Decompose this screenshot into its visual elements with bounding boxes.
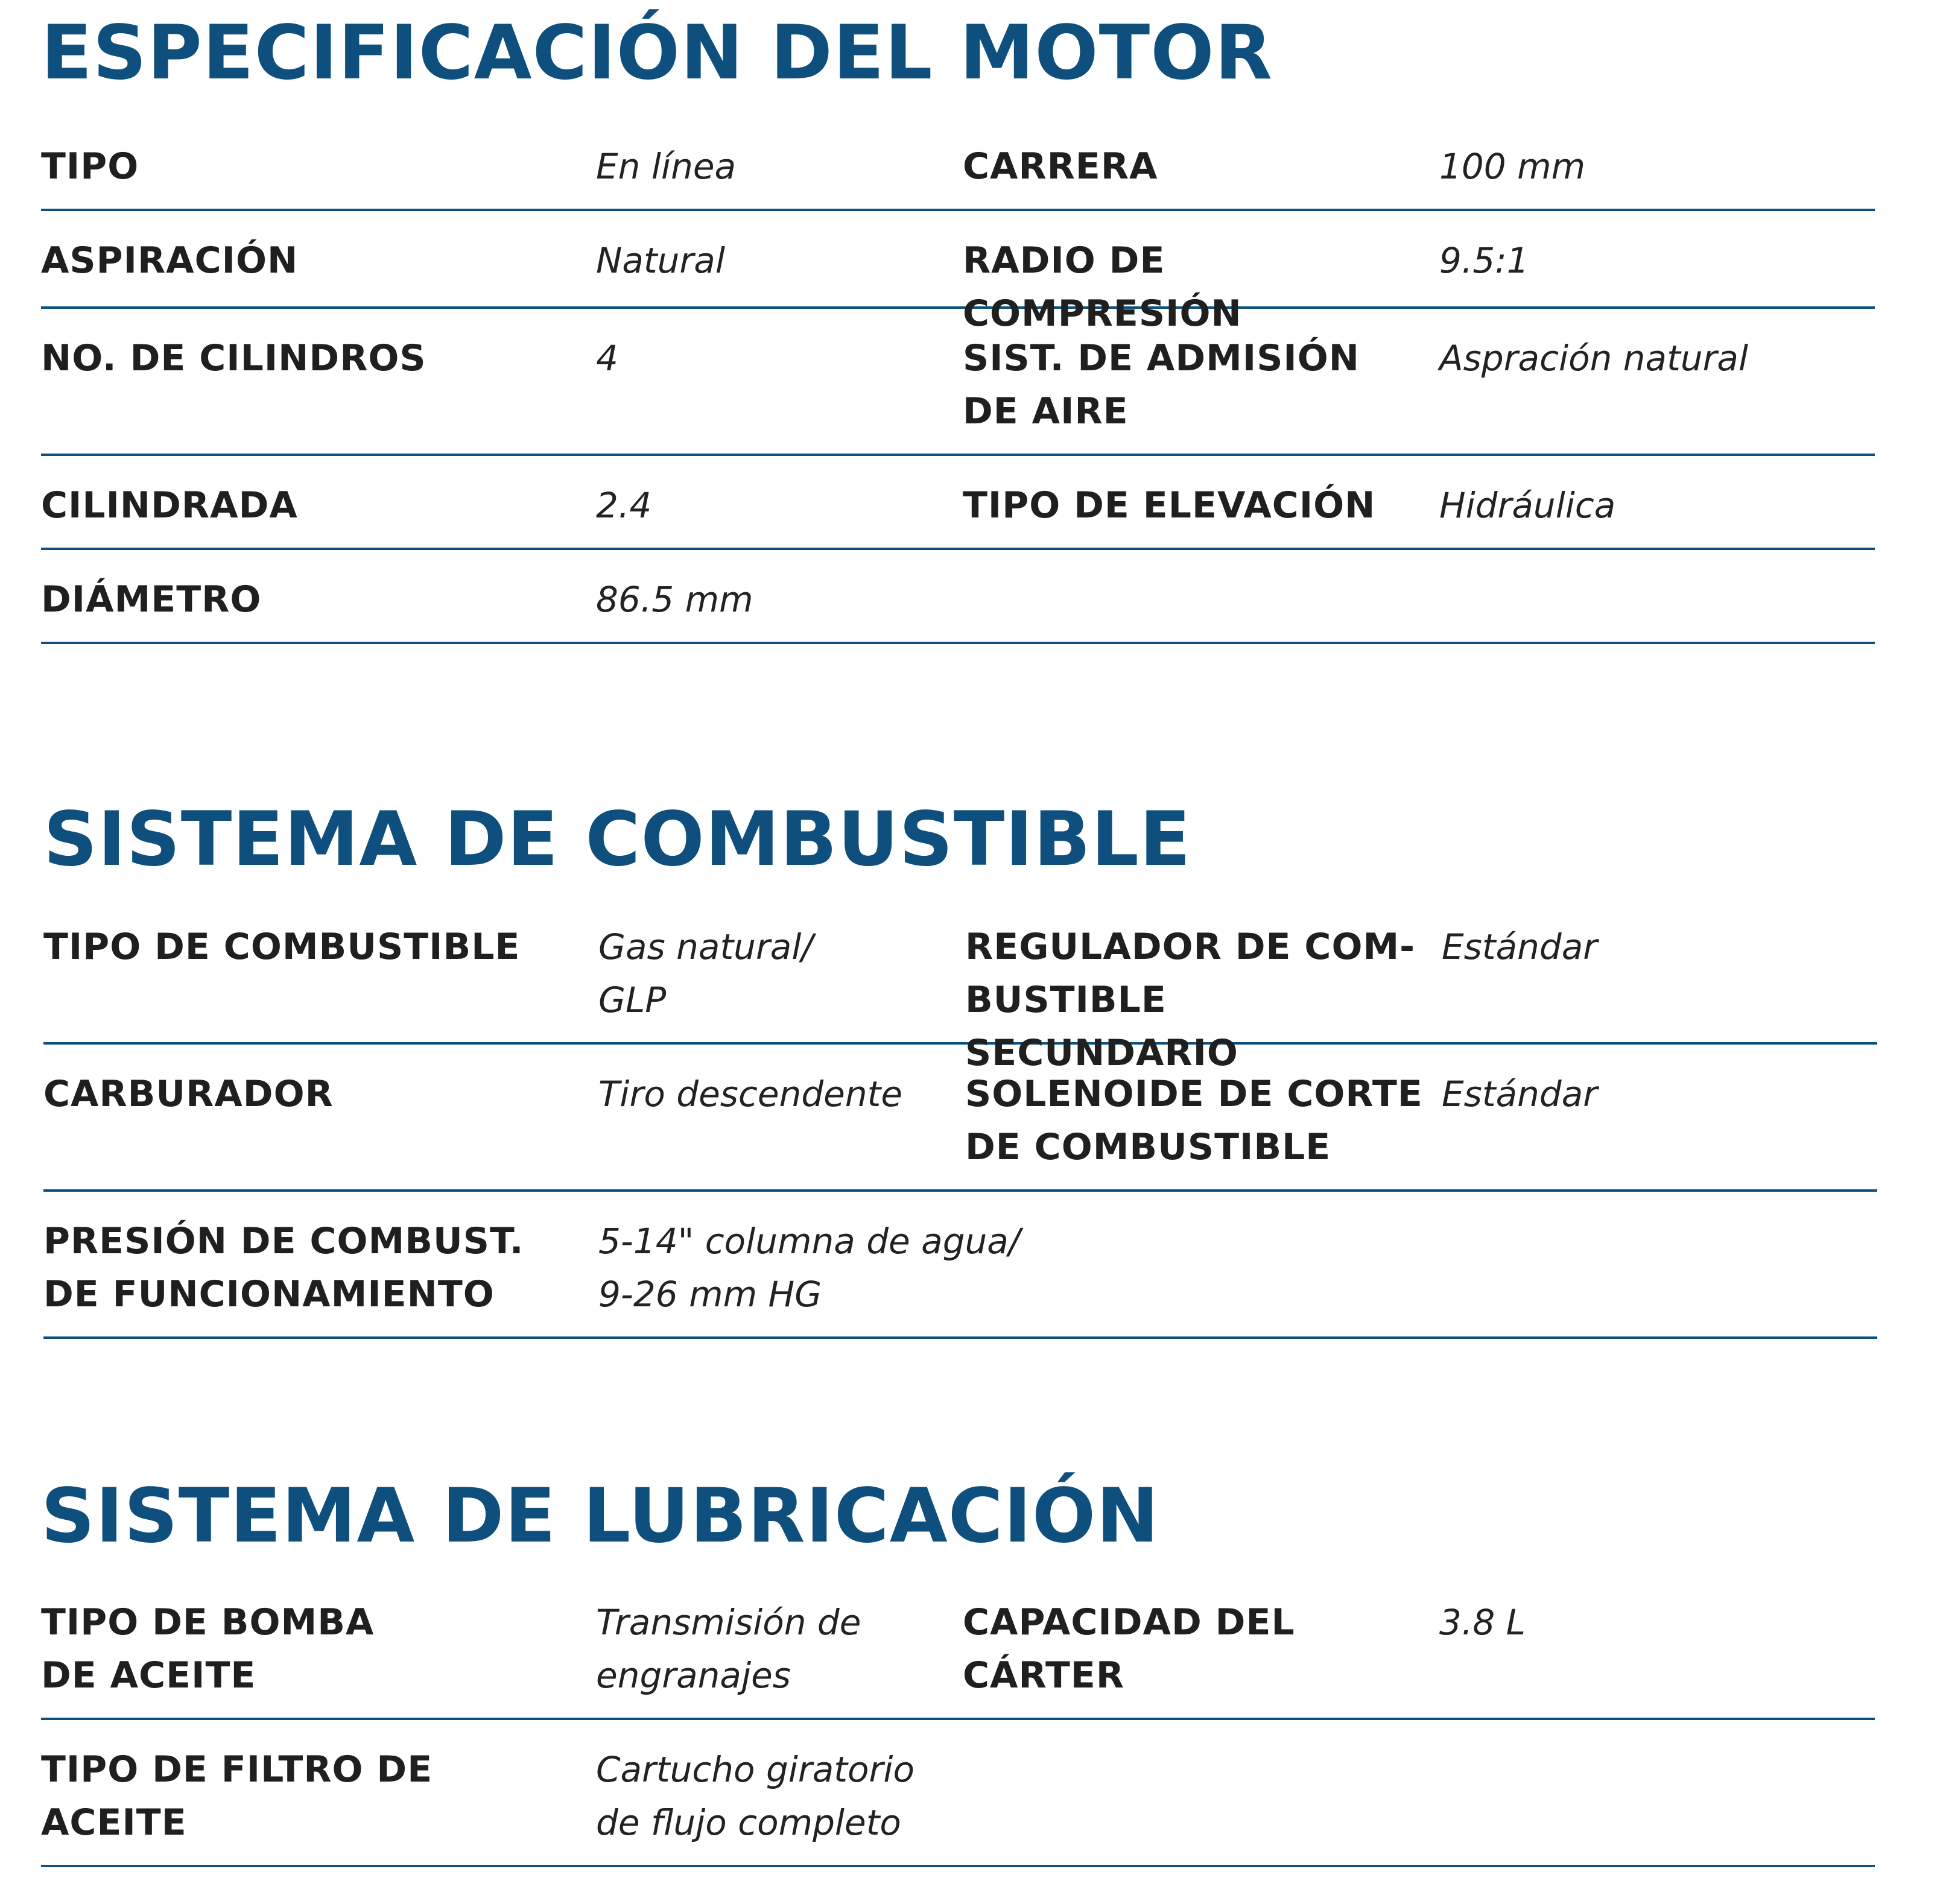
spec-label: CARBURADOR (43, 1073, 334, 1115)
spec-label: TIPO DE FILTRO DE ACEITE (41, 1748, 433, 1844)
table-row (41, 550, 1875, 644)
section-title-lubrication-system: SISTEMA DE LUBRICACIÓN (41, 1473, 1160, 1560)
spec-label: TIPO DE COMBUSTIBLE (43, 926, 521, 968)
spec-value: Tiro descendente (598, 1074, 903, 1115)
spec-label: DIÁMETRO (41, 578, 262, 621)
spec-label (963, 1720, 1439, 1865)
spec-value (1439, 550, 1875, 642)
spec-label: TIPO DE ELEVACIÓN (963, 484, 1376, 527)
spec-value: 2.4 (596, 485, 652, 526)
table-row (43, 1045, 1877, 1192)
section-title-fuel-system: SISTEMA DE COMBUSTIBLE (43, 796, 1191, 883)
spec-value: Cartucho giratorio de flujo completo (596, 1749, 914, 1843)
spec-label: CARRERA (963, 145, 1158, 188)
engine-spec-table (41, 117, 1875, 644)
spec-value (1439, 1720, 1875, 1865)
spec-value: Estándar (1442, 1074, 1598, 1115)
spec-value: 100 mm (1439, 146, 1586, 187)
spec-label (963, 550, 1439, 642)
spec-label: SIST. DE ADMISIÓN DE AIRE (963, 337, 1360, 432)
spec-value (1442, 1192, 1877, 1336)
table-row (41, 117, 1875, 211)
spec-label: CILINDRADA (41, 484, 298, 527)
spec-value: Transmisión de engranajes (596, 1602, 861, 1696)
spec-label: RADIO DE COMPRESIÓN (963, 239, 1242, 335)
spec-value: 86.5 mm (596, 579, 753, 620)
section-title-engine-spec: ESPECIFICACIÓN DEL MOTOR (41, 10, 1273, 96)
spec-value: Natural (596, 240, 725, 281)
spec-value: 9.5:1 (1439, 240, 1529, 281)
lubrication-system-table (41, 1573, 1875, 1867)
spec-label: PRESIÓN DE COMBUST. DE FUNCIONAMIENTO (43, 1220, 524, 1315)
table-row (41, 1720, 1875, 1867)
table-row (41, 1573, 1875, 1720)
spec-value: Hidráulica (1439, 485, 1616, 526)
spec-label: REGULADOR DE COM- BUSTIBLE SECUNDARIO (965, 926, 1416, 1074)
spec-label: ASPIRACIÓN (41, 239, 299, 282)
spec-label: TIPO DE BOMBA DE ACEITE (41, 1601, 375, 1697)
spec-value: Aspración natural (1439, 338, 1749, 379)
spec-value: En línea (596, 146, 737, 187)
table-row (41, 456, 1875, 550)
fuel-system-table (43, 897, 1877, 1339)
spec-value: 4 (596, 338, 618, 379)
spec-value: Gas natural/ GLP (598, 926, 813, 1020)
spec-label: CAPACIDAD DEL CÁRTER (963, 1601, 1295, 1697)
table-row (41, 309, 1875, 456)
spec-value: 5-14" columna de agua/ 9-26 mm HG (598, 1221, 1021, 1315)
table-row (43, 897, 1877, 1074)
spec-label: TIPO (41, 145, 139, 188)
table-row (43, 1192, 1877, 1339)
spec-label: SOLENOIDE DE CORTE DE COMBUSTIBLE (965, 1073, 1423, 1168)
spec-value: Estándar (1442, 926, 1598, 967)
spec-value: 3.8 L (1439, 1602, 1526, 1643)
spec-label: NO. DE CILINDROS (41, 337, 426, 379)
table-row (41, 211, 1875, 335)
